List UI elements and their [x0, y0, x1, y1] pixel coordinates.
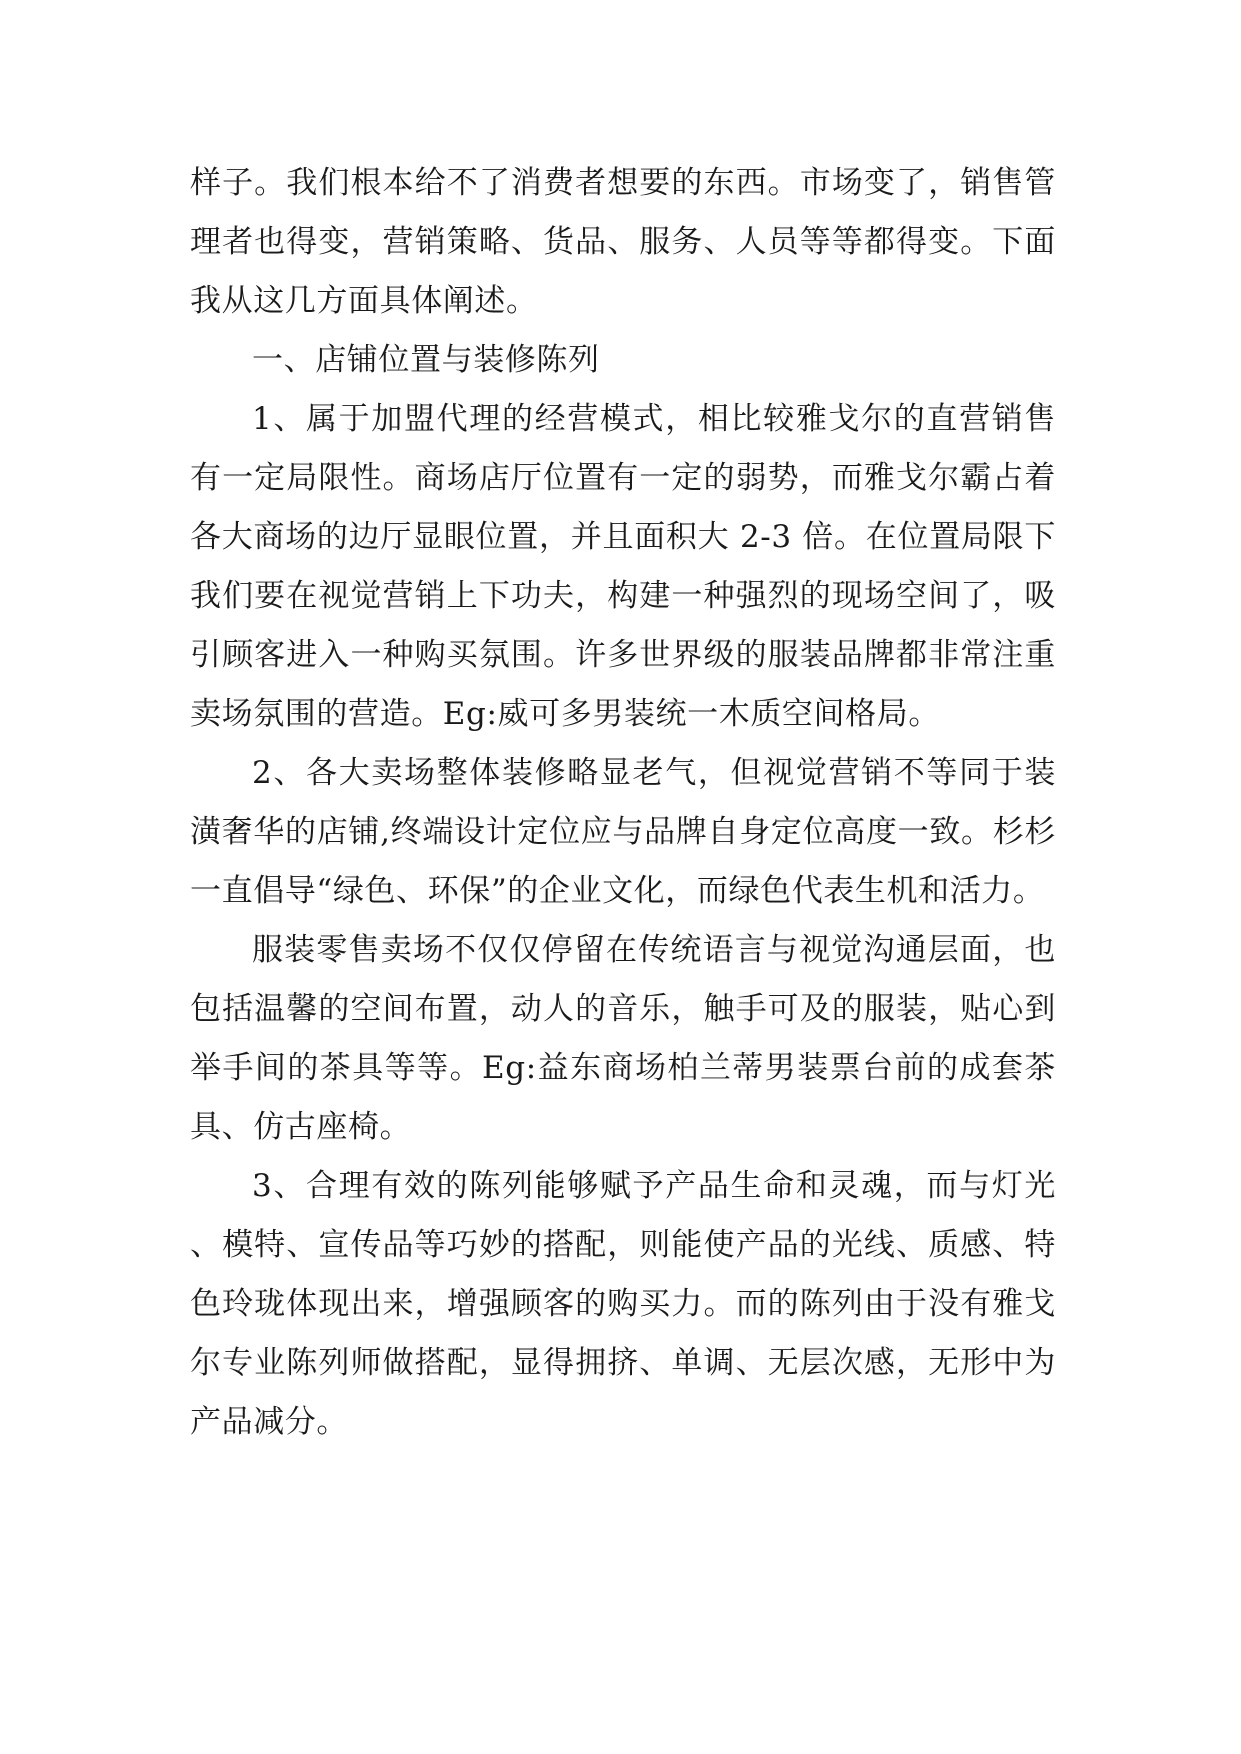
document-body: [190, 154, 1056, 1452]
paragraph-intro-continuation: 样子。我们根本给不了消费者想要的东西。市场变了，销售管理者也得变，营销策略、货品、服务、人员等等都得变。下面我从这几方面具体阐述。: [190, 165, 1056, 319]
section-heading: 一、店铺位置与装修陈列: [252, 342, 600, 378]
paragraph-point-1: 1、属于加盟代理的经营模式，相比较雅戈尔的直营销售有一定局限性。商场店厅位置有一定的弱势，而雅戈尔霸占着各大商场的边厅显眼位置，并且面积大 2-3 倍。在位置局限下我们要在视觉营销上下功夫，构建一种强烈的现场空间了，吸引顾客进入一种购买氛围。许多世界级的服装品牌都非常注重卖场氛围的营造。Eg:威可多男装统一木质空间格局。: [190, 401, 1056, 732]
paragraph-retail-atmosphere: 服装零售卖场不仅仅停留在传统语言与视觉沟通层面，也包括温馨的空间布置，动人的音乐，触手可及的服装，贴心到举手间的茶具等等。Eg:益东商场柏兰蒂男装票台前的成套茶具、仿古座椅。: [190, 932, 1056, 1145]
paragraph-point-3: 3、合理有效的陈列能够赋予产品生命和灵魂，而与灯光、模特、宣传品等巧妙的搭配，则能使产品的光线、质感、特色玲珑体现出来，增强顾客的购买力。而的陈列由于没有雅戈尔专业陈列师做搭配，显得拥挤、单调、无层次感，无形中为产品减分。: [190, 1168, 1056, 1440]
paragraph-point-2: 2、各大卖场整体装修略显老气，但视觉营销不等同于装潢奢华的店铺,终端设计定位应与品牌自身定位高度一致。杉杉一直倡导“绿色、环保”的企业文化，而绿色代表生机和活力。: [190, 755, 1056, 909]
